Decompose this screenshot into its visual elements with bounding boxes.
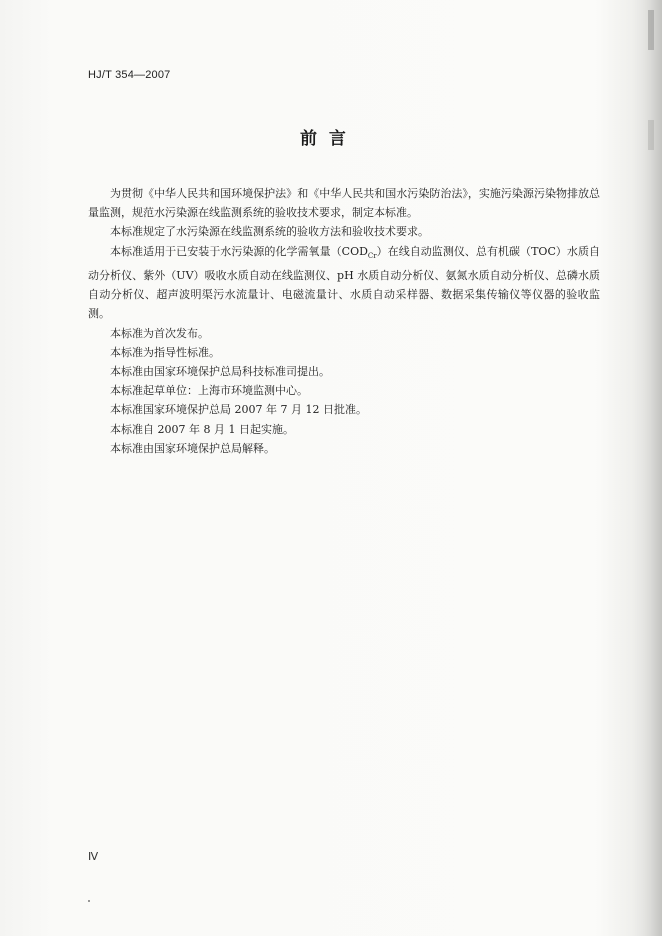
page-title: 前 言 xyxy=(300,129,346,149)
paragraph: 为贯彻《中华人民共和国环境保护法》和《中华人民共和国水污染防治法》，实施污染源污染物排放总量监测，规范水污染源在线监测系统的验收技术要求，制定本标准。 xyxy=(88,187,600,220)
scan-speck xyxy=(88,900,90,902)
paragraph: 本标准由国家环境保护总局科技标准司提出。 xyxy=(110,365,330,379)
paragraph-scope xyxy=(88,242,600,324)
foreword-body xyxy=(88,184,600,458)
paragraph: 本标准自 2007 年 8 月 1 日起实施。 xyxy=(110,422,294,436)
paragraph: 本标准由国家环境保护总局解释。 xyxy=(110,441,275,455)
cod-subscript: Cr xyxy=(367,251,377,260)
scan-edge-mark xyxy=(648,10,654,50)
paragraph: 本标准起草单位：上海市环境监测中心。 xyxy=(110,384,308,398)
scan-edge-shadow xyxy=(632,0,662,936)
scope-text-before: 本标准适用于已安装于水污染源的化学需氧量（COD xyxy=(110,244,368,258)
standard-code: HJ/T 354—2007 xyxy=(88,69,171,81)
scan-edge-mark xyxy=(648,120,654,150)
paragraph: 本标准为指导性标准。 xyxy=(110,345,220,359)
scope-text-after: ）在线自动监测仪、总有机碳（TOC）水质自动分析仪、紫外（UV）吸收水质自动在线监测仪、pH 水质自动分析仪、氨氮水质自动分析仪、总磷水质自动分析仪、超声波明渠污水流量计、电磁流量计、水质自动采样器、数据采集传输仪等仪器的验收监测。 xyxy=(88,244,600,321)
paragraph: 本标准为首次发布。 xyxy=(110,326,209,340)
page-number: Ⅳ xyxy=(88,851,99,863)
paragraph: 本标准国家环境保护总局 2007 年 7 月 12 日批准。 xyxy=(110,403,367,417)
paragraph: 本标准规定了水污染源在线监测系统的验收方法和验收技术要求。 xyxy=(110,225,429,239)
